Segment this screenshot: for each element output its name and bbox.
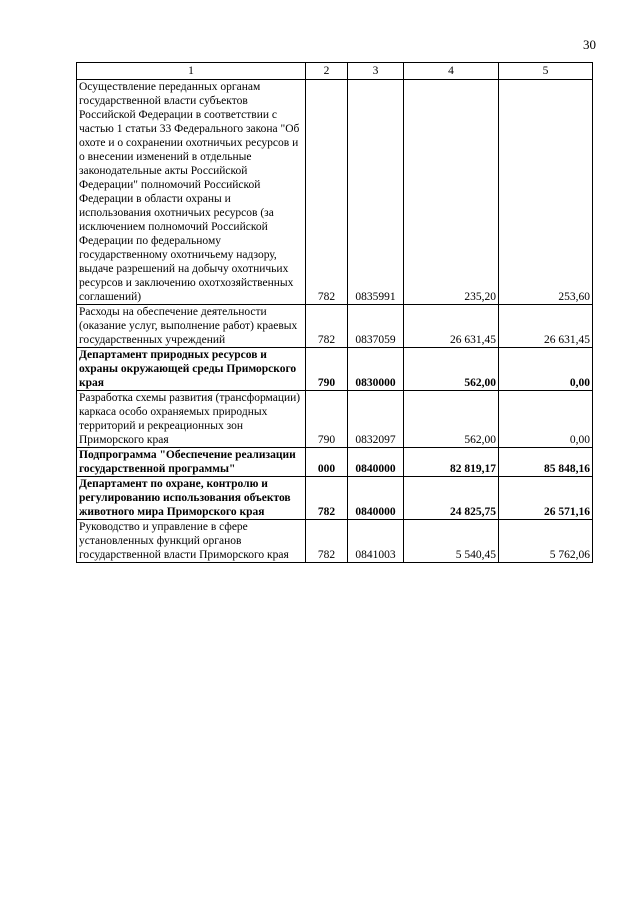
row-name: Расходы на обеспечение деятельности (оказание услуг, выполнение работ) краевых государственных учреждений (77, 305, 306, 348)
row-col2: 782 (306, 80, 348, 305)
row-col3: 0832097 (348, 391, 404, 448)
table-row (77, 305, 593, 348)
budget-table (76, 62, 593, 563)
table-row (77, 391, 593, 448)
row-col5: 5 762,06 (499, 520, 593, 563)
row-col2: 790 (306, 348, 348, 391)
row-col3: 0837059 (348, 305, 404, 348)
row-col3: 0841003 (348, 520, 404, 563)
row-col4: 5 540,45 (404, 520, 499, 563)
row-col5: 0,00 (499, 348, 593, 391)
row-col5: 85 848,16 (499, 448, 593, 477)
header-col-1: 1 (77, 63, 306, 80)
row-col5: 253,60 (499, 80, 593, 305)
table-row (77, 448, 593, 477)
row-name: Подпрограмма "Обеспечение реализации государственной программы" (77, 448, 306, 477)
table-row (77, 520, 593, 563)
row-col2: 782 (306, 305, 348, 348)
row-col3: 0830000 (348, 348, 404, 391)
header-col-4: 4 (404, 63, 499, 80)
table-row (77, 80, 593, 305)
row-col3: 0835991 (348, 80, 404, 305)
row-col4: 26 631,45 (404, 305, 499, 348)
header-col-2: 2 (306, 63, 348, 80)
row-col2: 782 (306, 477, 348, 520)
row-col4: 562,00 (404, 348, 499, 391)
row-col4: 24 825,75 (404, 477, 499, 520)
row-col2: 000 (306, 448, 348, 477)
row-col4: 235,20 (404, 80, 499, 305)
row-name: Руководство и управление в сфере установленных функций органов государственной власти Приморского края (77, 520, 306, 563)
table-header-row (77, 63, 593, 80)
row-col2: 782 (306, 520, 348, 563)
header-col-3: 3 (348, 63, 404, 80)
table-row (77, 348, 593, 391)
row-col4: 82 819,17 (404, 448, 499, 477)
row-col5: 0,00 (499, 391, 593, 448)
row-col2: 790 (306, 391, 348, 448)
row-name: Осуществление переданных органам государственной власти субъектов Российской Федерации в соответствии с частью 1 статьи 33 Федерального закона "Об охоте и о сохранении охотничьих ресурсов и о внесении изменений в отдельные законодательные акты Российской Федерации" полномочий Российской Федерации в области охраны и использования охотничьих ресурсов (за исключением полномочий Российской Федерации по федеральному государственному охотничьему надзору, выдаче разрешений на добычу охотничьих ресурсов и заключению охотхозяйственных соглашений) (77, 80, 306, 305)
row-col3: 0840000 (348, 448, 404, 477)
row-name: Департамент природных ресурсов и охраны окружающей среды Приморского края (77, 348, 306, 391)
row-col5: 26 631,45 (499, 305, 593, 348)
header-col-5: 5 (499, 63, 593, 80)
page-number: 30 (583, 37, 596, 52)
row-col4: 562,00 (404, 391, 499, 448)
row-col3: 0840000 (348, 477, 404, 520)
row-name: Разработка схемы развития (трансформации) каркаса особо охраняемых природных территорий и рекреационных зон Приморского края (77, 391, 306, 448)
row-name: Департамент по охране, контролю и регулированию использования объектов животного мира Приморского края (77, 477, 306, 520)
table-row (77, 477, 593, 520)
row-col5: 26 571,16 (499, 477, 593, 520)
